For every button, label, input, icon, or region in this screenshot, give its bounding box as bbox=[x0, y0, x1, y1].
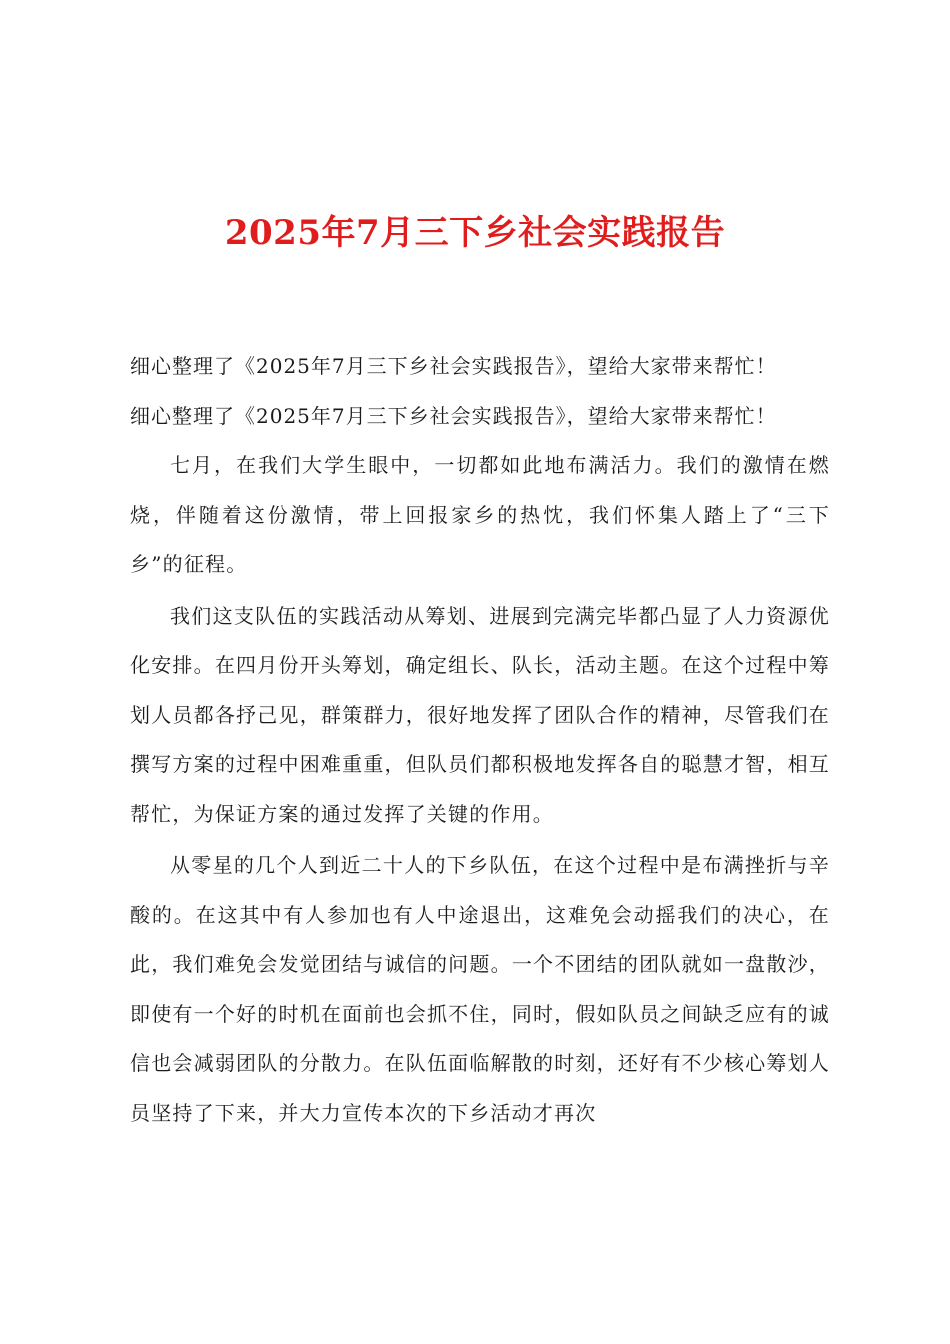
document-body bbox=[130, 341, 830, 1138]
intro-line: 细心整理了《2025年7月三下乡社会实践报告》，望给大家带来帮忙！ bbox=[130, 404, 777, 428]
paragraph: 从零星的几个人到近二十人的下乡队伍，在这个过程中是布满挫折与辛酸的。在这其中有人参加也有人中途退出，这难免会动摇我们的决心，在此，我们难免会发觉团结与诚信的问题。一个不团结的团队就如一盘散沙，即使有一个好的时机在面前也会抓不住，同时，假如队员之间缺乏应有的诚信也会减弱团队的分散力。在队伍面临解散的时刻，还好有不少核心筹划人员坚持了下来，并大力宣传本次的下乡活动才再次 bbox=[130, 853, 830, 1125]
paragraph: 七月，在我们大学生眼中，一切都如此地布满活力。我们的激情在燃烧，伴随着这份激情，带上回报家乡的热忱，我们怀集人踏上了“三下乡”的征程。 bbox=[130, 453, 830, 576]
document-title: 2025年7月三下乡社会实践报告 bbox=[224, 213, 726, 253]
intro-line: 细心整理了《2025年7月三下乡社会实践报告》，望给大家带来帮忙！ bbox=[130, 354, 777, 378]
paragraph: 我们这支队伍的实践活动从筹划、进展到完满完毕都凸显了人力资源优化安排。在四月份开头筹划，确定组长、队长，活动主题。在这个过程中筹划人员都各抒己见，群策群力，很好地发挥了团队合作的精神，尽管我们在撰写方案的过程中困难重重，但队员们都积极地发挥各自的聪慧才智，相互帮忙，为保证方案的通过发挥了关键的作用。 bbox=[130, 603, 830, 826]
